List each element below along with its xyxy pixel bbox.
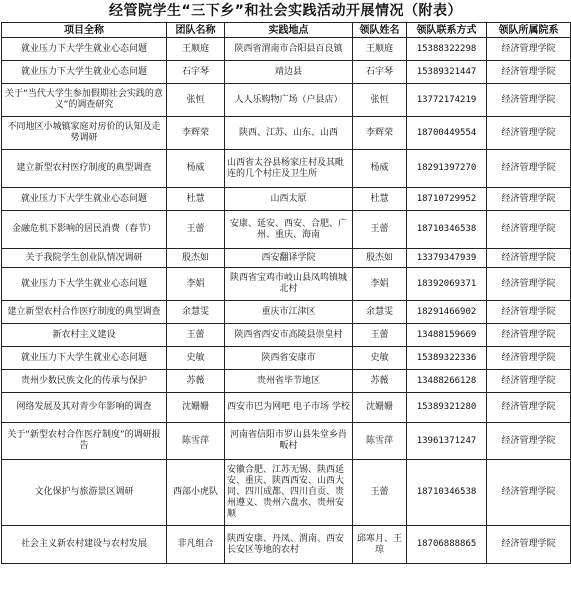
leader-contact-cell: 13488159669	[407, 324, 487, 347]
location-cell: 山西太原	[225, 188, 353, 211]
table-row	[2, 188, 571, 211]
project-name-cell: 新农村主义建设	[2, 324, 167, 347]
project-name-cell: 关于我院学生创业队情况调研	[2, 249, 167, 268]
location-cell: 人人乐购物广场（户县店）	[225, 84, 353, 117]
team-name-cell: 王顺庭	[167, 38, 225, 61]
location-cell: 安康、延安、西安、合肥、广州、重庆、海南	[225, 211, 353, 249]
team-name-cell: 王蕾	[167, 211, 225, 249]
leader-contact-cell: 18392069371	[407, 268, 487, 301]
leader-name-cell: 殷杰如	[353, 249, 407, 268]
leader-department-cell: 经济管理学院	[487, 268, 571, 301]
leader-contact-cell: 18291397270	[407, 150, 487, 188]
table-row	[2, 268, 571, 301]
leader-contact-cell: 18710346538	[407, 211, 487, 249]
project-name-cell: 建立新型农村合作医疗制度的典型调查	[2, 301, 167, 324]
team-name-cell: 殷杰如	[167, 249, 225, 268]
location-cell: 陕西省西安市高陵县崇皇村	[225, 324, 353, 347]
leader-name-cell: 沈姗姗	[353, 393, 407, 423]
project-name-cell: 关于“新型农村合作医疗制度”的调研报告	[2, 423, 167, 460]
location-cell: 安徽合肥、江苏无锡、陕西延安、重庆、陕西西安、山西大同、四川成都、四川自贡、贵州遵义、贵州六盘水、贵州安顺	[225, 460, 353, 526]
leader-name-cell: 陈雪萍	[353, 423, 407, 460]
team-name-cell: 石宇琴	[167, 61, 225, 84]
leader-department-cell: 经济管理学院	[487, 61, 571, 84]
project-name-cell: 就业压力下大学生就业心态问题	[2, 61, 167, 84]
team-name-cell: 李辉荣	[167, 117, 225, 150]
project-name-cell: 网络发展及其对青少年影响的调查	[2, 393, 167, 423]
leader-contact-cell: 15389322336	[407, 347, 487, 370]
project-name-cell: 建立新型农村医疗制度的典型调查	[2, 150, 167, 188]
leader-name-cell: 杜慧	[353, 188, 407, 211]
team-name-cell: 沈姗姗	[167, 393, 225, 423]
project-name-cell: 社会主义新农村建设与农村发展	[2, 526, 167, 564]
leader-name-cell: 张恒	[353, 84, 407, 117]
header-leader-name: 领队姓名	[353, 23, 407, 38]
location-cell: 西安翻译学院	[225, 249, 353, 268]
team-name-cell: 王蕾	[167, 324, 225, 347]
leader-department-cell: 经济管理学院	[487, 324, 571, 347]
header-leader-contact: 领队联系方式	[407, 23, 487, 38]
header-location: 实践地点	[225, 23, 353, 38]
leader-department-cell: 经济管理学院	[487, 526, 571, 564]
location-cell: 西安市巴为网吧 电子市场 学校	[225, 393, 353, 423]
table-row	[2, 61, 571, 84]
project-name-cell: 就业压力下大学生就业心态问题	[2, 268, 167, 301]
location-cell: 山西省太谷县杨家庄村及其毗连的几个村庄及卫生所	[225, 150, 353, 188]
team-name-cell: 苏薇	[167, 370, 225, 393]
leader-department-cell: 经济管理学院	[487, 301, 571, 324]
leader-name-cell: 王顺庭	[353, 38, 407, 61]
leader-department-cell: 经济管理学院	[487, 393, 571, 423]
team-name-cell: 张恒	[167, 84, 225, 117]
location-cell: 河南省信阳市罗山县朱堂乡肖畈村	[225, 423, 353, 460]
table-row	[2, 150, 571, 188]
leader-department-cell: 经济管理学院	[487, 423, 571, 460]
leader-contact-cell: 18706888865	[407, 526, 487, 564]
project-name-cell: 就业压力下大学生就业心态问题	[2, 188, 167, 211]
leader-department-cell: 经济管理学院	[487, 117, 571, 150]
leader-name-cell: 苏薇	[353, 370, 407, 393]
leader-name-cell: 李娟	[353, 268, 407, 301]
leader-department-cell: 经济管理学院	[487, 370, 571, 393]
location-cell: 陕西省渭南市合阳县百良镇	[225, 38, 353, 61]
page-title: 经管院学生“三下乡”和社会实践活动开展情况（附表）	[109, 3, 462, 19]
team-name-cell: 陈雪萍	[167, 423, 225, 460]
leader-department-cell: 经济管理学院	[487, 460, 571, 526]
leader-department-cell: 经济管理学院	[487, 38, 571, 61]
team-name-cell: 余慧雯	[167, 301, 225, 324]
location-cell: 陕西安康、丹凤、渭南、西安长安区等地的农村	[225, 526, 353, 564]
leader-department-cell: 经济管理学院	[487, 347, 571, 370]
leader-contact-cell: 18710346538	[407, 460, 487, 526]
table-row	[2, 393, 571, 423]
project-name-cell: 就业压力下大学生就业心态问题	[2, 38, 167, 61]
table-row	[2, 84, 571, 117]
leader-name-cell: 李辉荣	[353, 117, 407, 150]
project-name-cell: 文化保护与旅游景区调研	[2, 460, 167, 526]
header-project-name: 项目全称	[2, 23, 167, 38]
leader-contact-cell: 18291466902	[407, 301, 487, 324]
leader-department-cell: 经济管理学院	[487, 249, 571, 268]
practice-activity-table	[1, 22, 571, 564]
team-name-cell: 非凡组合	[167, 526, 225, 564]
table-row	[2, 347, 571, 370]
leader-contact-cell: 13961371247	[407, 423, 487, 460]
table-row	[2, 370, 571, 393]
table-row	[2, 460, 571, 526]
project-name-cell: 金融危机下影响的居民消费（春节）	[2, 211, 167, 249]
table-row	[2, 249, 571, 268]
table-row	[2, 301, 571, 324]
leader-department-cell: 经济管理学院	[487, 188, 571, 211]
table-row	[2, 324, 571, 347]
leader-contact-cell: 13772174219	[407, 84, 487, 117]
leader-contact-cell: 15388322298	[407, 38, 487, 61]
table-row	[2, 526, 571, 564]
location-cell: 贵州省毕节地区	[225, 370, 353, 393]
leader-contact-cell: 15389321447	[407, 61, 487, 84]
leader-name-cell: 余慧雯	[353, 301, 407, 324]
leader-contact-cell: 18710729952	[407, 188, 487, 211]
project-name-cell: 关于“当代大学生参加假期社会实践的意义”的调查研究	[2, 84, 167, 117]
leader-department-cell: 经济管理学院	[487, 150, 571, 188]
team-name-cell: 史敏	[167, 347, 225, 370]
location-cell: 陕西省安康市	[225, 347, 353, 370]
location-cell: 陕西、江苏、山东、山西	[225, 117, 353, 150]
leader-department-cell: 经济管理学院	[487, 84, 571, 117]
leader-name-cell: 史敏	[353, 347, 407, 370]
leader-name-cell: 王蕾	[353, 460, 407, 526]
location-cell: 重庆市江津区	[225, 301, 353, 324]
leader-contact-cell: 13488266128	[407, 370, 487, 393]
table-header-row	[2, 23, 571, 38]
table-row	[2, 423, 571, 460]
location-cell: 陕西省宝鸡市岐山县凤鸣镇城北村	[225, 268, 353, 301]
leader-contact-cell: 13379347939	[407, 249, 487, 268]
project-name-cell: 贵州少数民族文化的传承与保护	[2, 370, 167, 393]
leader-name-cell: 石宇琴	[353, 61, 407, 84]
leader-name-cell: 杨威	[353, 150, 407, 188]
leader-name-cell: 王蕾	[353, 211, 407, 249]
location-cell: 靖边县	[225, 61, 353, 84]
header-team-name: 团队名称	[167, 23, 225, 38]
project-name-cell: 不同地区小城镇家庭对房价的认知及走势调研	[2, 117, 167, 150]
leader-contact-cell: 18700449554	[407, 117, 487, 150]
table-row	[2, 38, 571, 61]
leader-name-cell: 邱寒月、王琼	[353, 526, 407, 564]
team-name-cell: 李娟	[167, 268, 225, 301]
team-name-cell: 杜慧	[167, 188, 225, 211]
project-name-cell: 就业压力下大学生就业心态问题	[2, 347, 167, 370]
table-row	[2, 211, 571, 249]
header-leader-department: 领队所属院系	[487, 23, 571, 38]
leader-name-cell: 王蕾	[353, 324, 407, 347]
team-name-cell: 西部小虎队	[167, 460, 225, 526]
leader-department-cell: 经济管理学院	[487, 211, 571, 249]
team-name-cell: 杨威	[167, 150, 225, 188]
leader-contact-cell: 15389321280	[407, 393, 487, 423]
table-row	[2, 117, 571, 150]
